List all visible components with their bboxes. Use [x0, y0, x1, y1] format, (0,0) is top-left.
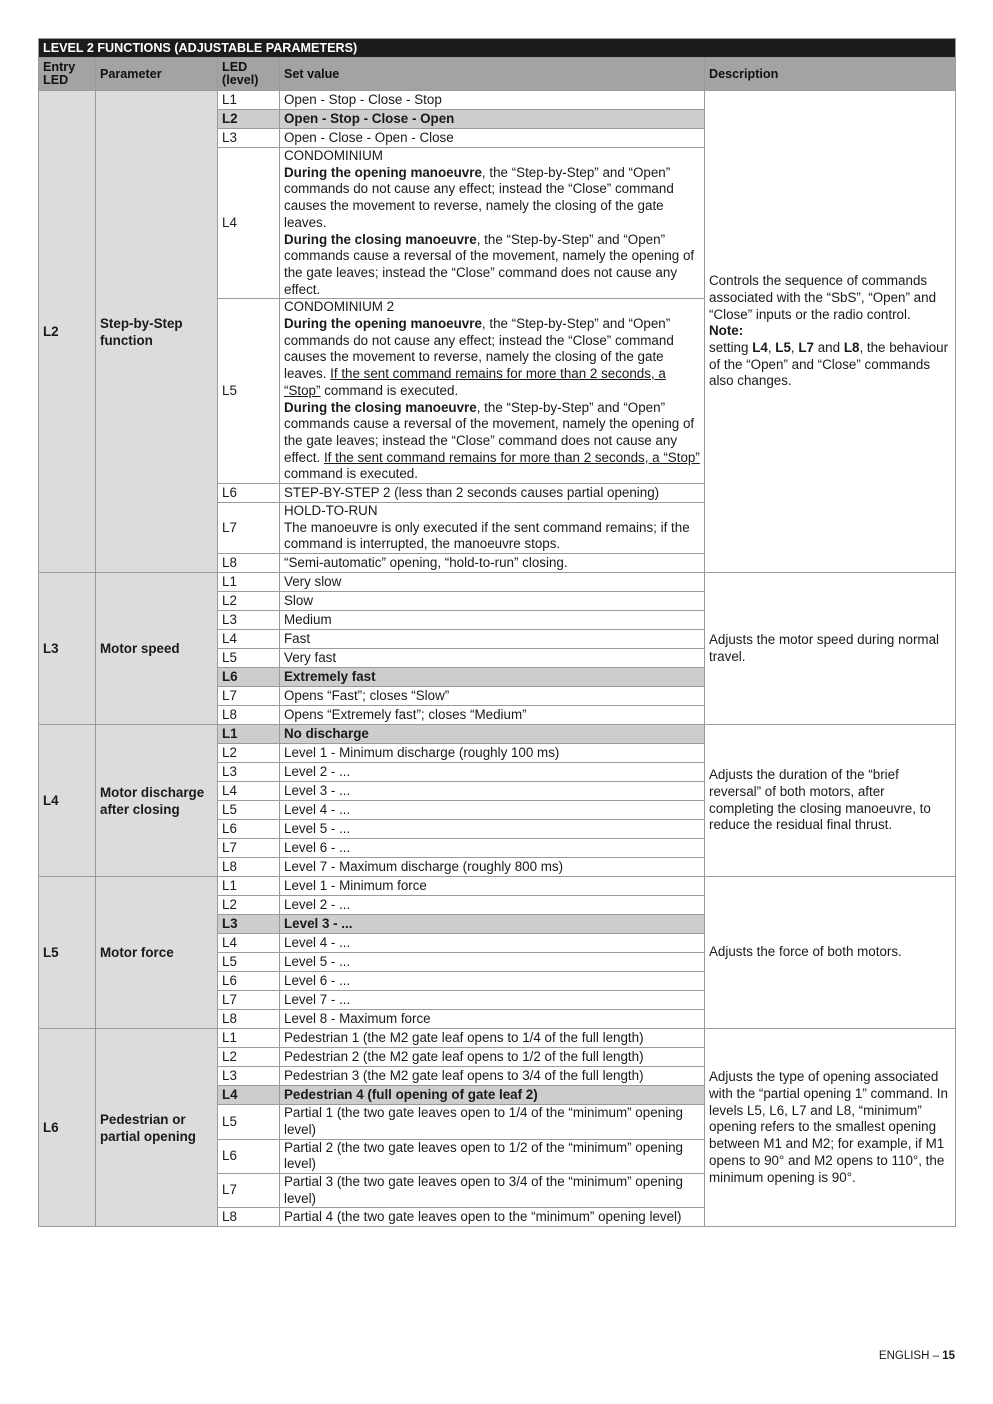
page-footer [879, 1350, 955, 1362]
led-level-cell: L6 [218, 1139, 280, 1173]
led-level-cell: L4 [218, 1086, 280, 1105]
set-value-cell: Level 5 - ... [280, 953, 705, 972]
description-cell: Adjusts the type of opening associated with the “partial opening 1” command. In levels L5, L6, L7 and L8, “minimum” opening refers to the smallest opening between M1 and M2; for example, if M1 opens to 90° and M2 opens to 110°, the minimum opening is 90°. [705, 1029, 956, 1227]
led-level-cell: L1 [218, 725, 280, 744]
col-header-led-level: LED (level) [218, 58, 280, 91]
entry-led-cell: L5 [39, 877, 96, 1029]
set-value-cell: Level 4 - ... [280, 801, 705, 820]
table-header-row [39, 58, 956, 91]
set-value-cell: Partial 2 (the two gate leaves open to 1/2 of the “minimum” opening level) [280, 1139, 705, 1173]
led-level-cell: L7 [218, 687, 280, 706]
entry-led-cell: L3 [39, 573, 96, 725]
led-level-cell: L8 [218, 1208, 280, 1227]
set-value-cell: Level 7 - Maximum discharge (roughly 800 ms) [280, 858, 705, 877]
condominium-opening-text: During the opening manoeuvre, the “Step-by-Step” and “Open” commands do not cause any effect; instead the “Close” command causes the movement to reverse, namely the closing of the gate leaves. [284, 164, 674, 230]
led-level-cell: L7 [218, 839, 280, 858]
entry-led-cell: L4 [39, 725, 96, 877]
table-title-row [39, 39, 956, 58]
set-value-cell: Partial 4 (the two gate leaves open to the “minimum” opening level) [280, 1208, 705, 1227]
page-number: 15 [942, 1350, 955, 1362]
level2-functions-table [38, 38, 956, 1227]
set-value-cell: Pedestrian 1 (the M2 gate leaf opens to 1/4 of the full length) [280, 1029, 705, 1048]
set-value-cell: No discharge [280, 725, 705, 744]
set-value-cell: Slow [280, 592, 705, 611]
set-value-cell: “Semi-automatic” opening, “hold-to-run” closing. [280, 554, 705, 573]
set-value-cell: Level 2 - ... [280, 896, 705, 915]
led-level-cell: L8 [218, 706, 280, 725]
description-cell: Adjusts the motor speed during normal travel. [705, 573, 956, 725]
led-level-cell: L3 [218, 129, 280, 148]
set-value-cell [280, 148, 705, 299]
col-header-set-value: Set value [280, 58, 705, 91]
led-level-cell: L3 [218, 1067, 280, 1086]
led-level-cell: L5 [218, 299, 280, 484]
led-level-cell: L6 [218, 668, 280, 687]
description-text: Controls the sequence of commands associated with the “SbS”, “Open” and “Close” inputs or the radio control. [709, 273, 937, 322]
set-value-cell: Level 8 - Maximum force [280, 1010, 705, 1029]
table-title: LEVEL 2 FUNCTIONS (ADJUSTABLE PARAMETERS) [39, 39, 956, 58]
set-value-cell: Level 5 - ... [280, 820, 705, 839]
led-level-cell: L1 [218, 877, 280, 896]
set-value-cell: Level 4 - ... [280, 934, 705, 953]
set-value-cell: Opens “Fast”; closes “Slow” [280, 687, 705, 706]
led-level-cell: L8 [218, 858, 280, 877]
set-value-cell: Open - Stop - Close - Open [280, 110, 705, 129]
entry-led-cell: L2 [39, 91, 96, 573]
set-value-cell: Level 6 - ... [280, 839, 705, 858]
col-header-entry-led: Entry LED [39, 58, 96, 91]
led-level-cell: L1 [218, 1029, 280, 1048]
set-value-cell [280, 503, 705, 554]
led-level-cell: L4 [218, 148, 280, 299]
set-value-cell: Level 2 - ... [280, 763, 705, 782]
parameter-cell: Motor speed [96, 573, 218, 725]
led-level-cell: L3 [218, 763, 280, 782]
led-level-cell: L3 [218, 611, 280, 630]
led-level-cell: L1 [218, 573, 280, 592]
set-value-cell: Open - Stop - Close - Stop [280, 91, 705, 110]
set-value-cell: Level 3 - ... [280, 782, 705, 801]
set-value-cell: Medium [280, 611, 705, 630]
led-level-cell: L2 [218, 744, 280, 763]
led-level-cell: L2 [218, 110, 280, 129]
description-note-text: setting L4, L5, L7 and L8, the behaviour of the “Open” and “Close” commands also changes. [709, 339, 949, 389]
set-value-cell: Level 3 - ... [280, 915, 705, 934]
led-level-cell: L3 [218, 915, 280, 934]
led-level-cell: L8 [218, 1010, 280, 1029]
table-row [39, 573, 956, 592]
led-level-cell: L5 [218, 1105, 280, 1139]
led-level-cell: L6 [218, 820, 280, 839]
led-level-cell: L5 [218, 649, 280, 668]
entry-led-cell: L6 [39, 1029, 96, 1227]
table-row [39, 1029, 956, 1048]
hold-to-run-title: HOLD-TO-RUN [284, 503, 378, 519]
led-level-cell: L6 [218, 972, 280, 991]
set-value-cell: Very slow [280, 573, 705, 592]
set-value-cell: Partial 3 (the two gate leaves open to 3/4 of the “minimum” opening level) [280, 1173, 705, 1207]
led-level-cell: L6 [218, 484, 280, 503]
led-level-cell: L4 [218, 630, 280, 649]
set-value-cell: Level 7 - ... [280, 991, 705, 1010]
set-value-cell: Level 6 - ... [280, 972, 705, 991]
led-level-cell: L7 [218, 1173, 280, 1207]
condominium-title: CONDOMINIUM [284, 148, 383, 163]
set-value-cell: Open - Close - Open - Close [280, 129, 705, 148]
condominium2-closing-text: During the closing manoeuvre, the “Step-by-Step” and “Open” commands cause a reversal of the movement, namely the opening of the gate leaves; instead the “Close” command does not cause any effect. If the sent command remains for more than 2 seconds, a “Stop” command is executed. [284, 399, 700, 482]
led-level-cell: L5 [218, 801, 280, 820]
table-row-default [39, 725, 956, 744]
condominium-closing-text: During the closing manoeuvre, the “Step-by-Step” and “Open” commands cause a reversal of the movement, namely the opening of the gate leaves; instead the “Close” command does not cause any effect. [284, 231, 695, 297]
set-value-cell: Extremely fast [280, 668, 705, 687]
condominium2-title: CONDOMINIUM 2 [284, 299, 395, 315]
description-cell: Adjusts the force of both motors. [705, 877, 956, 1029]
description-cell: Adjusts the duration of the “brief reversal” of both motors, after completing the closing manoeuvre, to reduce the residual final thrust. [705, 725, 956, 877]
led-level-cell: L2 [218, 1048, 280, 1067]
hold-to-run-text: The manoeuvre is only executed if the sent command remains; if the command is interrupted, the manoeuvre stops. [284, 519, 690, 552]
set-value-cell: Pedestrian 2 (the M2 gate leaf opens to 1/2 of the full length) [280, 1048, 705, 1067]
table-row [39, 877, 956, 896]
led-level-cell: L7 [218, 503, 280, 554]
description-cell [705, 91, 956, 573]
set-value-cell [280, 299, 705, 484]
set-value-cell: STEP-BY-STEP 2 (less than 2 seconds causes partial opening) [280, 484, 705, 503]
set-value-cell: Level 1 - Minimum force [280, 877, 705, 896]
parameter-cell: Step-by-Step function [96, 91, 218, 573]
col-header-description: Description [705, 58, 956, 91]
set-value-cell: Partial 1 (the two gate leaves open to 1/4 of the “minimum” opening level) [280, 1105, 705, 1139]
footer-language: ENGLISH – [878, 1350, 943, 1362]
set-value-cell: Pedestrian 4 (full opening of gate leaf 2) [280, 1086, 705, 1105]
led-level-cell: L4 [218, 934, 280, 953]
set-value-cell: Pedestrian 3 (the M2 gate leaf opens to 3/4 of the full length) [280, 1067, 705, 1086]
led-level-cell: L1 [218, 91, 280, 110]
led-level-cell: L4 [218, 782, 280, 801]
description-note-label: Note: [709, 323, 744, 339]
table-row [39, 91, 956, 110]
set-value-cell: Level 1 - Minimum discharge (roughly 100 ms) [280, 744, 705, 763]
led-level-cell: L5 [218, 953, 280, 972]
parameter-cell: Motor discharge after closing [96, 725, 218, 877]
set-value-cell: Opens “Extremely fast”; closes “Medium” [280, 706, 705, 725]
col-header-parameter: Parameter [96, 58, 218, 91]
parameter-cell: Pedestrian or partial opening [96, 1029, 218, 1227]
condominium2-opening-text: During the opening manoeuvre, the “Step-by-Step” and “Open” commands do not cause any effect; instead the “Close” command causes the movement to reverse, namely the closing of the gate leaves. If the sent command remains for more than 2 seconds, a “Stop” command is executed. [284, 316, 674, 398]
set-value-cell: Very fast [280, 649, 705, 668]
led-level-cell: L7 [218, 991, 280, 1010]
led-level-cell: L8 [218, 554, 280, 573]
led-level-cell: L2 [218, 896, 280, 915]
set-value-cell: Fast [280, 630, 705, 649]
parameter-cell: Motor force [96, 877, 218, 1029]
led-level-cell: L2 [218, 592, 280, 611]
